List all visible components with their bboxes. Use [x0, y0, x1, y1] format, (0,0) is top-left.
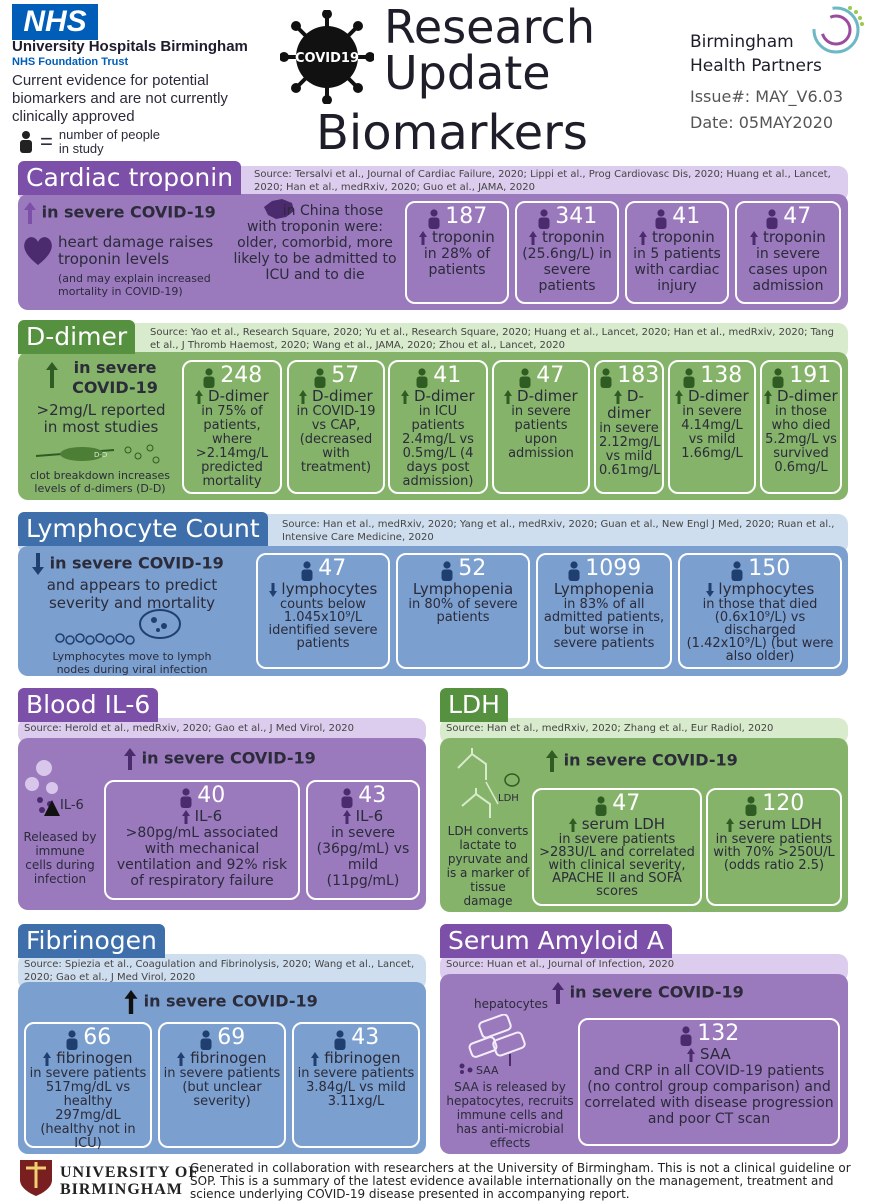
- ddimer-stat-box: [492, 360, 590, 494]
- arrow-up-icon: [687, 1048, 695, 1062]
- marker-name: fibrinogen: [324, 1049, 401, 1067]
- org-name: University Hospitals Birmingham: [12, 38, 248, 55]
- person-icon: [744, 796, 758, 816]
- arrow-up-icon: [124, 748, 136, 770]
- stat-marker-row: [627, 229, 727, 246]
- marker-name: D-dimer: [208, 387, 269, 405]
- arrow-up-icon: [569, 818, 577, 832]
- stat-description: in ICU patients 2.4mg/L vs 0.5mg/L (4 days post admission): [402, 404, 474, 489]
- ldh-stat-box: [532, 788, 702, 906]
- fib-headline-text: in severe COVID-19: [143, 991, 318, 1011]
- marker-name: troponin: [542, 228, 605, 246]
- arrow-up-icon: [177, 1052, 185, 1066]
- stat-description: counts below 1.045x10⁹/L identified severe patients: [268, 597, 378, 651]
- study-size: 187: [445, 204, 488, 229]
- covid-badge-text: COVID19: [294, 51, 360, 66]
- marker-name: troponin: [652, 228, 715, 246]
- marker-name: IL-6: [194, 807, 223, 825]
- person-icon: [765, 209, 779, 229]
- ddimer-stat-box: [760, 360, 842, 494]
- person-icon: [199, 1030, 213, 1050]
- study-size: 41: [433, 363, 462, 388]
- legend-key: [18, 128, 169, 156]
- ddimer-stat-box: [594, 360, 664, 494]
- stat-description: in severe patients with 70% >250U/L (odds ratio 2.5): [713, 832, 835, 873]
- intro-text: Current evidence for potential biomarkers and are not currently clinically approved: [12, 72, 228, 125]
- issue-number: Issue#: MAY_V6.03: [690, 87, 844, 106]
- person-icon: [594, 796, 608, 816]
- stat-count-row: [398, 557, 528, 581]
- saa-label: SAA: [476, 1064, 499, 1077]
- marker-name: serum LDH: [581, 815, 666, 833]
- stat-marker-row: [184, 388, 280, 405]
- study-size: 41: [672, 204, 701, 229]
- study-size: 47: [612, 791, 641, 816]
- lymph-predict: and appears to predict severity and mortality: [46, 576, 218, 612]
- stat-count-row: [160, 1026, 284, 1050]
- stat-count-row: [538, 557, 670, 581]
- hepatocyte-icon: [450, 1014, 550, 1074]
- fib-stat-box: [24, 1022, 152, 1151]
- saa-headline: [552, 982, 812, 1004]
- lymph-node-icon: [40, 608, 210, 648]
- arrow-up-icon: [639, 231, 647, 245]
- marker-name: D-dimer: [312, 387, 373, 405]
- title-biomarkers: Biomarkers: [316, 105, 588, 161]
- stat-marker-row: [737, 229, 839, 246]
- arrow-up-icon: [195, 390, 203, 404]
- saa-title: Serum Amyloid A: [440, 924, 672, 958]
- person-icon: [415, 368, 429, 388]
- il6-source: Source: Herold et al., medRxiv, 2020; Gao et al., J Med Virol, 2020: [24, 723, 355, 734]
- fib-title: Fibrinogen: [18, 924, 165, 958]
- lymph-headline: [32, 553, 242, 575]
- stat-description: in COVID-19 vs CAP, (decreased with treatment): [296, 404, 376, 475]
- stat-count-row: [294, 1026, 418, 1050]
- cardiac-china: in China those with troponin were: older, comorbid, more likely to be admitted to ICU and to die: [233, 203, 397, 283]
- marker-name: lymphocytes: [281, 580, 378, 598]
- ddimer-reported: >2mg/L reported in most studies: [36, 401, 166, 436]
- person-icon: [567, 561, 581, 581]
- saa-stat-box: [578, 1018, 840, 1146]
- cardiac-stat-box: [625, 201, 729, 304]
- stat-marker-row: [494, 388, 588, 405]
- stat-marker-row: [26, 1050, 150, 1067]
- person-icon: [300, 561, 314, 581]
- ldh-title: LDH: [440, 688, 508, 722]
- study-size: 150: [748, 556, 791, 581]
- arrow-up-icon: [529, 231, 537, 245]
- marker-name: D-dimer: [517, 387, 578, 405]
- issue-block: [690, 84, 843, 136]
- stat-count-row: [737, 205, 839, 229]
- molecule-icon: [452, 748, 532, 822]
- person-icon: [654, 209, 668, 229]
- ddimer-source: Source: Yao et al., Research Square, 2020; Yu et al., Research Square, 2020; Huang et al., Lancet, 2020; Han et al., medRxiv, 2020; Tang et al., J Thromb Haemost, 2020; Wang et al., JAMA, 2020; Zhou et al., Lancet, 2020: [150, 327, 834, 351]
- stat-count-row: [627, 205, 727, 229]
- arrow-up-icon: [182, 810, 190, 824]
- arrow-up-icon: [343, 810, 351, 824]
- arrow-up-icon: [614, 390, 622, 404]
- stat-description: in 83% of all admitted patients, but worse in severe patients: [543, 597, 665, 651]
- person-icon: [518, 368, 532, 388]
- cardiac-title: Cardiac troponin: [18, 161, 241, 195]
- stat-marker-row: [258, 581, 388, 598]
- il6-label: IL-6: [60, 798, 84, 813]
- partner-line1: Birmingham: [690, 32, 794, 52]
- study-size: 57: [331, 363, 360, 388]
- stat-marker-row: [390, 388, 486, 405]
- stat-marker-row: [580, 1046, 838, 1063]
- arrow-down-icon: [706, 583, 714, 597]
- marker-name: Lymphopenia: [412, 580, 514, 598]
- marker-name: troponin: [432, 228, 495, 246]
- arrow-up-icon: [46, 362, 58, 388]
- study-size: 183: [617, 363, 660, 388]
- stat-description: in severe 4.14mg/L vs mild 1.66mg/L: [681, 404, 743, 461]
- stat-description: in 5 patients with cardiac injury: [633, 246, 721, 294]
- person-icon: [427, 209, 441, 229]
- ldh-headline: [546, 750, 826, 772]
- marker-name: D-dimer: [688, 387, 749, 405]
- lymph-move: Lymphocytes move to lymph nodes during viral infection: [52, 650, 212, 676]
- il6-stat-box: [104, 780, 300, 900]
- stat-marker-row: [538, 581, 670, 598]
- key-equals: =: [40, 129, 53, 154]
- study-size: 43: [358, 783, 387, 808]
- ldh-label: LDH: [498, 793, 519, 804]
- stat-count-row: [407, 205, 507, 229]
- heart-icon: [20, 232, 56, 268]
- stat-count-row: [762, 364, 840, 388]
- stat-marker-row: [534, 816, 700, 833]
- lymph-stat-box: [678, 553, 842, 669]
- marker-name: D-dimer: [414, 387, 475, 405]
- uob-line1: UNIVERSITY OF: [60, 1164, 200, 1181]
- ddimer-headline: in severe COVID-19: [72, 358, 158, 397]
- marker-name: troponin: [763, 228, 826, 246]
- key-label: number of people in study: [58, 127, 161, 156]
- stat-marker-row: [160, 1050, 284, 1067]
- stat-description: in severe patients (but unclear severity): [163, 1066, 281, 1109]
- uob-crest-icon: [18, 1158, 54, 1196]
- stat-count-row: [106, 784, 298, 808]
- arrow-up-icon: [401, 390, 409, 404]
- stat-count-row: [596, 364, 662, 388]
- study-size: 341: [555, 204, 598, 229]
- stat-description: in 80% of severe patients: [408, 597, 518, 625]
- lymph-stat-box: [536, 553, 672, 669]
- study-size: 120: [762, 791, 805, 816]
- marker-name: IL-6: [355, 807, 384, 825]
- marker-name: Lymphopenia: [553, 580, 655, 598]
- trust-name: NHS Foundation Trust: [12, 56, 129, 68]
- stat-count-row: [26, 1026, 150, 1050]
- stat-marker-row: [517, 229, 617, 246]
- study-size: 47: [783, 204, 812, 229]
- stat-description: in those who died 5.2mg/L vs survived 0.6mg/L: [765, 404, 837, 475]
- study-size: 69: [217, 1025, 246, 1050]
- marker-name: fibrinogen: [190, 1049, 267, 1067]
- stat-count-row: [680, 557, 840, 581]
- stat-count-row: [494, 364, 588, 388]
- stat-count-row: [517, 205, 617, 229]
- footer-text: Generated in collaboration with researchers at the University of Birmingham. This is not a clinical guideline or SOP. This is a summary of the latest evidence available internationally on the management, treatment and science underlying COVID-19 disease presented in accompanying report.: [190, 1161, 851, 1201]
- person-icon: [537, 209, 551, 229]
- ddimer-stat-box: [388, 360, 488, 494]
- stat-description: >80pg/mL associated with mechanical ventilation and 92% risk of respiratory failure: [116, 825, 288, 889]
- fib-source: Source: Spiezia et al., Coagulation and Fibrinolysis, 2020; Wang et al., Lancet, 2020; Gao et al., J Med Virol, 2020: [24, 959, 415, 983]
- arrow-up-icon: [299, 390, 307, 404]
- stat-count-row: [580, 1022, 838, 1046]
- lymph-headline-text: in severe COVID-19: [49, 553, 224, 573]
- saa-source: Source: Huan et al., Journal of Infection, 2020: [446, 959, 675, 970]
- marker-name: SAA: [700, 1045, 731, 1063]
- study-size: 47: [318, 556, 347, 581]
- ddimer-stat-box: [182, 360, 282, 494]
- cardiac-point1-small: (and may explain increased mortality in COVID-19): [58, 272, 211, 298]
- fib-headline: [124, 990, 384, 1014]
- person-icon: [65, 1030, 79, 1050]
- ldh-converts: LDH converts lactate to pyruvate and is a marker of tissue damage: [446, 824, 530, 908]
- ldh-stat-box: [706, 788, 842, 906]
- stat-description: in severe 2.12mg/L vs mild 0.61mg/L: [599, 421, 661, 478]
- lymph-source: Source: Han et al., medRxiv, 2020; Yang et al., medRxiv, 2020; Guan et al., New Engl J Med, 2020; Ruan et al., Intensive Care Medicine, 2020: [282, 519, 835, 543]
- title-update: Update: [384, 46, 551, 100]
- bhp-logo: [806, 2, 866, 58]
- study-size: 191: [789, 363, 832, 388]
- cardiac-headline: [24, 202, 254, 224]
- arrow-up-icon: [764, 390, 772, 404]
- partner-name: [690, 30, 822, 78]
- ddimer-clot: clot breakdown increases levels of d-dimers (D-D): [29, 469, 171, 495]
- lymph-title: Lymphocyte Count: [18, 512, 268, 546]
- stat-count-row: [289, 364, 383, 388]
- il6-headline: [124, 748, 364, 770]
- ldh-source: Source: Han et al., medRxiv, 2020; Zhang et al., Eur Radiol, 2020: [446, 723, 774, 734]
- stat-marker-row: [289, 388, 383, 405]
- fib-stat-box: [158, 1022, 286, 1148]
- stat-marker-row: [596, 388, 662, 422]
- il6-stat-box: [306, 780, 420, 900]
- person-icon: [202, 368, 216, 388]
- il6-title: Blood IL-6: [18, 688, 158, 722]
- person-icon: [440, 561, 454, 581]
- stat-description: (25.6ng/L) in severe patients: [522, 246, 612, 294]
- arrow-up-icon: [24, 202, 36, 224]
- ddimer-stat-box: [668, 360, 756, 494]
- person-icon: [730, 561, 744, 581]
- cardiac-stat-box: [405, 201, 509, 304]
- saa-hepatocytes: hepatocytes: [474, 997, 549, 1011]
- stat-count-row: [258, 557, 388, 581]
- study-size: 40: [197, 783, 226, 808]
- stat-description: in severe patients 3.84g/L vs mild 3.11xg/L: [297, 1066, 415, 1109]
- stat-marker-row: [670, 388, 754, 405]
- study-size: 43: [351, 1025, 380, 1050]
- study-size: 248: [220, 363, 263, 388]
- ldh-headline-text: in severe COVID-19: [563, 750, 738, 770]
- person-icon: [682, 368, 696, 388]
- arrow-up-icon: [726, 818, 734, 832]
- partner-line2: Health Partners: [690, 56, 822, 76]
- stat-marker-row: [708, 816, 840, 833]
- saa-released: SAA is released by hepatocytes, recruits immune cells and has anti-microbial effects: [446, 1080, 574, 1150]
- stat-marker-row: [294, 1050, 418, 1067]
- stat-count-row: [534, 792, 700, 816]
- il6-released: Released by immune cells during infection: [23, 830, 97, 886]
- clot-icon: [34, 442, 164, 466]
- person-icon: [18, 131, 34, 153]
- title-research: Research: [384, 0, 595, 54]
- stat-description: in severe patients upon admission: [508, 404, 574, 461]
- ddimer-stat-box: [287, 360, 385, 494]
- person-icon: [333, 1030, 347, 1050]
- arrow-up-icon: [675, 390, 683, 404]
- uob-line2: BIRMINGHAM: [60, 1181, 183, 1198]
- stat-count-row: [670, 364, 754, 388]
- stat-description: in severe patients >283U/L and correlated with clinical severity, APACHE II and SOFA scores: [539, 832, 695, 899]
- stat-description: in 75% of patients, where >2.14mg/L predicted mortality: [195, 404, 269, 489]
- arrow-down-icon: [269, 583, 277, 597]
- study-size: 52: [458, 556, 487, 581]
- stat-marker-row: [762, 388, 840, 405]
- marker-name: D-dimer: [777, 387, 838, 405]
- arrow-up-icon: [311, 1052, 319, 1066]
- stat-marker-row: [680, 581, 840, 598]
- arrow-up-icon: [504, 390, 512, 404]
- arrow-up-icon: [419, 231, 427, 245]
- arrow-up-icon: [546, 750, 558, 772]
- stat-marker-row: [308, 808, 418, 825]
- arrow-down-icon: [32, 553, 44, 575]
- stat-description: in severe cases upon admission: [748, 246, 828, 294]
- arrow-up-icon: [43, 1052, 51, 1066]
- study-size: 47: [536, 363, 565, 388]
- stat-description: in those that died (0.6x10⁹/L) vs discharged (1.42x10⁹/L) (but were also older): [686, 597, 834, 664]
- stat-count-row: [390, 364, 486, 388]
- arrow-up-icon: [124, 990, 138, 1014]
- marker-name: fibrinogen: [56, 1049, 133, 1067]
- stat-marker-row: [398, 581, 528, 598]
- person-icon: [679, 1026, 693, 1046]
- stat-count-row: [184, 364, 280, 388]
- stat-description: and CRP in all COVID-19 patients (no control group comparison) and correlated with disease progression and poor CT scan: [584, 1063, 834, 1127]
- stat-description: in severe (36pg/mL) vs mild (11pg/mL): [316, 825, 410, 889]
- uob-name: [60, 1164, 199, 1198]
- person-icon: [313, 368, 327, 388]
- study-size: 138: [700, 363, 743, 388]
- cardiac-stat-box: [515, 201, 619, 304]
- stat-marker-row: [407, 229, 507, 246]
- cardiac-stat-box: [735, 201, 841, 304]
- arrow-up-icon: [552, 982, 564, 1004]
- dd-label: D-D: [94, 451, 108, 459]
- cardiac-headline-text: in severe COVID-19: [41, 202, 216, 222]
- saa-headline-text: in severe COVID-19: [569, 982, 744, 1002]
- nhs-logo: NHS: [12, 4, 98, 40]
- covid-virus-icon: [280, 10, 374, 104]
- stat-count-row: [308, 784, 418, 808]
- cardiac-point1: heart damage raises troponin levels: [58, 233, 214, 268]
- fib-stat-box: [292, 1022, 420, 1148]
- person-icon: [599, 368, 613, 388]
- person-icon: [771, 368, 785, 388]
- arrow-up-icon: [750, 231, 758, 245]
- person-icon: [340, 788, 354, 808]
- il6-headline-text: in severe COVID-19: [141, 748, 316, 768]
- stat-description: in 28% of patients: [423, 246, 491, 278]
- stat-count-row: [708, 792, 840, 816]
- person-icon: [179, 788, 193, 808]
- lymph-stat-box: [396, 553, 530, 669]
- stat-description: in severe patients 517mg/dL vs healthy 297mg/dL (healthy not in ICU): [29, 1066, 147, 1151]
- stat-marker-row: [106, 808, 298, 825]
- issue-date: Date: 05MAY2020: [690, 113, 834, 132]
- ddimer-title: D-dimer: [18, 320, 135, 354]
- marker-name: serum LDH: [738, 815, 823, 833]
- study-size: 132: [697, 1021, 740, 1046]
- study-size: 66: [83, 1025, 112, 1050]
- study-size: 1099: [585, 556, 642, 581]
- cardiac-source: Source: Tersalvi et al., Journal of Cardiac Failure, 2020; Lippi et al., Prog Cardiovasc Dis, 2020; Huang et al., Lancet, 2020; Han et al., medRxiv, 2020; Guo et al., JAMA, 2020: [254, 169, 831, 193]
- marker-name: lymphocytes: [718, 580, 815, 598]
- marker-name: D-dimer: [607, 387, 651, 422]
- lymph-stat-box: [256, 553, 390, 669]
